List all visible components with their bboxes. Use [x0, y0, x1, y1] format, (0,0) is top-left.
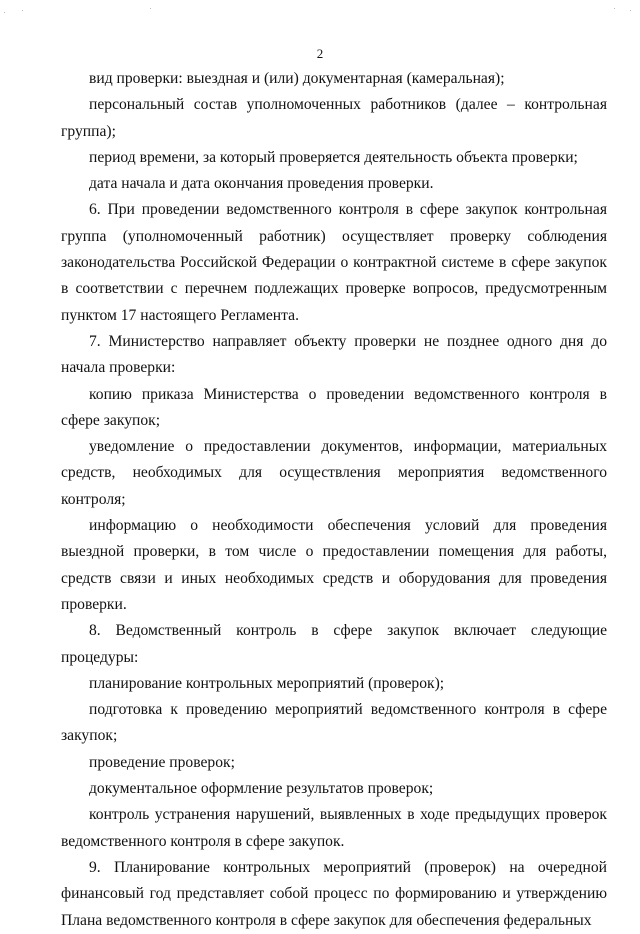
paragraph-clause-8: 8. Ведомственный контроль в сфере закупок включает следующие процедуры: [61, 622, 607, 666]
paragraph-violations-control: контроль устранения нарушений, выявленных в ходе предыдущих проверок ведомственного контроля в сфере закупок. [61, 806, 607, 850]
scan-speck [4, 12, 5, 13]
paragraph-inspection-period: период времени, за который проверяется деятельность объекта проверки; [89, 148, 578, 166]
scan-speck [614, 8, 615, 9]
scan-speck [22, 10, 23, 11]
paragraph-clause-6: 6. При проведении ведомственного контроля в сфере закупок контрольная группа (уполномоченный работник) осуществляет проверку соблюдения законодательства Российской Федерации о контрактной системе в сфере закупок в соответствии с перечнем подлежащих проверке вопросов, предусмотренным пунктом 17 настоящего Регламента. [61, 201, 607, 324]
paragraph-control-group: персональный состав уполномоченных работников (далее – контрольная группа); [61, 96, 607, 140]
paragraph-clause-9: 9. Планирование контрольных мероприятий (проверок) на очередной финансовый год представляет собой процесс по формированию и утверждению Плана ведомственного контроля в сфере закупок для обеспечения федеральных [61, 858, 607, 929]
scan-speck [630, 10, 631, 11]
paragraph-planning: планирование контрольных мероприятий (проверок); [89, 674, 445, 692]
paragraph-documenting: документальное оформление результатов проверок; [89, 780, 434, 798]
paragraph-clause-7: 7. Министерство направляет объекту проверки не позднее одного дня до начала проверки: [61, 332, 607, 377]
paragraph-inspection-type: вид проверки: выездная и (или) документарная (камеральная); [89, 70, 505, 87]
paragraph-notification: уведомление о предоставлении документов, информации, материальных средств, необходимых для осуществления мероприятия ведомственного контроля; [61, 438, 607, 508]
scan-speck [150, 8, 151, 9]
paragraph-conditions-info: информацию о необходимости обеспечения условий для проведения выездной проверки, в том числе о предоставлении помещения для работы, средств связи и иных необходимых средств и оборудования для проведения проверки. [61, 517, 607, 613]
paragraph-preparation: подготовка к проведению мероприятий ведомственного контроля в сфере закупок; [61, 701, 607, 745]
document-body [61, 66, 607, 934]
paragraph-conducting: проведение проверок; [89, 753, 235, 771]
paragraph-start-end-dates: дата начала и дата окончания проведения проверки. [89, 175, 434, 193]
page-number: 2 [316, 46, 324, 61]
paragraph-order-copy: копию приказа Министерства о проведении ведомственного контроля в сфере закупок; [61, 385, 607, 429]
